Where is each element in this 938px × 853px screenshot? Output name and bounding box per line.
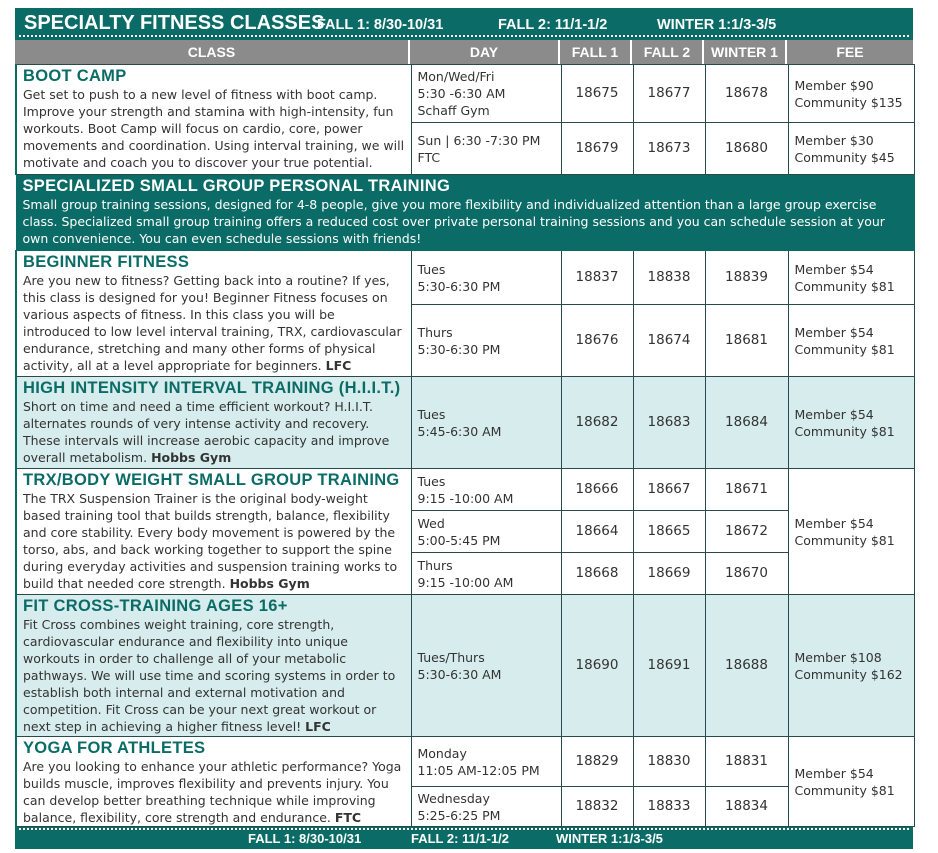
col-winter1: WINTER 1 [704,40,787,64]
winter1-code: 18671 [705,469,788,511]
day-cell: Monday 11:05 AM-12:05 PM [411,737,561,787]
col-class: CLASS [15,40,410,64]
day-cell: Sun | 6:30 -7:30 PM FTC [411,123,561,175]
day-cell: Tues 9:15 -10:00 AM [411,469,561,511]
class-info-trx [16,469,411,595]
fee-cell: Member $54 Community $81 [788,377,914,469]
class-info-bootcamp [16,65,411,175]
fall2-code: 18683 [633,377,705,469]
location: FTC [334,810,362,825]
fall1-code: 18837 [561,251,633,305]
fee-cell: Member $108 Community $162 [788,595,914,737]
section-title: SPECIALIZED SMALL GROUP PERSONAL TRAINING [22,177,451,195]
dotted-divider [19,35,909,37]
table-row [16,595,914,737]
fee-cell: Member $54 Community $81 [788,251,914,305]
class-title: YOGA FOR ATHLETES [23,739,206,757]
schedule-page [15,8,913,849]
winter-dates: WINTER 1:1/3-3/5 [657,17,777,33]
day-cell: Wed 5:00-5:45 PM [411,511,561,553]
fall1-code: 18829 [561,737,633,787]
class-title: FIT CROSS-TRAINING AGES 16+ [23,597,288,615]
winter1-code: 18678 [705,65,788,123]
class-title: TRX/BODY WEIGHT SMALL GROUP TRAINING [23,471,400,489]
dotted-divider [19,828,909,830]
location: Hobbs Gym [151,450,232,465]
table-row [16,469,914,511]
fee-cell: Member $54 Community $81 [788,737,914,827]
col-fall2: FALL 2 [632,40,704,64]
day-cell: Tues/Thurs 5:30-6:30 AM [411,595,561,737]
winter1-code: 18839 [705,251,788,305]
winter1-code: 18680 [705,123,788,175]
winter1-code: 18684 [705,377,788,469]
fall2-code: 18677 [633,65,705,123]
winter1-code: 18688 [705,595,788,737]
title-bar [15,8,913,40]
fall1-code: 18666 [561,469,633,511]
fee-cell: Member $54 Community $81 [788,469,914,595]
footer-bar [15,827,913,849]
class-description: Short on time and need a time efficient workout? H.I.I.T. alternates rounds of very intense activity and recovery. These intervals will increase aerobic capacity and improve overall metabolism. Hobbs Gym [23,399,390,465]
winter1-code: 18831 [705,737,788,787]
fee-cell: Member $54 Community $81 [788,305,914,377]
col-fall1: FALL 1 [560,40,632,64]
fall1-code: 18690 [561,595,633,737]
winter1-code: 18681 [705,305,788,377]
section-banner [16,175,914,251]
day-cell: Thurs 9:15 -10:00 AM [411,553,561,595]
class-description: Are you new to fitness? Getting back into a routine? If yes, this class is designed for you! Beginner Fitness focuses on various aspects of fitness. In this class you will be introduced to low level interval training, TRX, cardiovascular endurance, stretching and many other forms of physical activity, all at a level appropriate for beginners. LFC [23,273,402,373]
fall2-code: 18669 [633,553,705,595]
location: Hobbs Gym [229,576,310,591]
footer-winter-dates: WINTER 1:1/3-3/5 [556,831,663,846]
fee-cell: Member $30 Community $45 [788,123,914,175]
winter1-code: 18670 [705,553,788,595]
section-description: Small group training sessions, designed for 4-8 people, give you more flexibility and individualized attention than a large group exercise class. Specialized small group training offers a reduced cost over private personal training sessions and you can schedule session at your own convenience. You can even schedule sessions with friends! [22,197,885,246]
class-info-fitcross [16,595,411,737]
fall1-code: 18676 [561,305,633,377]
class-title: HIGH INTENSITY INTERVAL TRAINING (H.I.I.T.) [23,379,401,397]
day-cell: Thurs 5:30-6:30 PM [411,305,561,377]
small-group-banner [16,175,914,251]
fall1-code: 18679 [561,123,633,175]
fall1-code: 18832 [561,787,633,827]
fall2-code: 18665 [633,511,705,553]
fall2-code: 18691 [633,595,705,737]
day-cell: Tues 5:30-6:30 PM [411,251,561,305]
col-day: DAY [410,40,560,64]
fall2-code: 18830 [633,737,705,787]
table-row [16,251,914,305]
fall2-code: 18673 [633,123,705,175]
class-info-beginner [16,251,411,377]
location: LFC [305,719,331,734]
fall2-code: 18833 [633,787,705,827]
col-fee: FEE [836,44,864,60]
fall2-code: 18674 [633,305,705,377]
page-title: SPECIALTY FITNESS CLASSES [24,12,325,34]
class-title: BOOT CAMP [23,67,127,85]
class-description: Are you looking to enhance your athletic performance? Yoga builds muscle, improves flexibility and prevents injury. You can develop better breathing technique while improving balance, flexibility, core strength and endurance. FTC [23,759,402,825]
class-info-yoga [16,737,411,827]
winter1-code: 18834 [705,787,788,827]
fall1-dates: FALL 1: 8/30-10/31 [317,17,444,33]
fall2-code: 18667 [633,469,705,511]
fall1-code: 18668 [561,553,633,595]
fall2-code: 18838 [633,251,705,305]
fee-cell: Member $90 Community $135 [788,65,914,123]
day-cell: Wednesday 5:25-6:25 PM [411,787,561,827]
location: LFC [325,358,352,373]
class-info-hiit [16,377,411,469]
fall2-dates: FALL 2: 11/1-1/2 [498,17,608,33]
column-header-row [15,40,913,64]
class-description: Fit Cross combines weight training, core strength, cardiovascular endurance and flexibility into unique workouts in order to challenge all of your metabolic pathways. We will use time and scoring systems in order to establish both internal and external motivation and competition. Fit Cross can be your next great workout or next step in achieving a higher fitness level! LFC [23,617,396,734]
day-cell: Mon/Wed/Fri 5:30 -6:30 AM Schaff Gym [411,65,561,123]
class-table [15,64,915,827]
footer-fall2-dates: FALL 2: 11/1-1/2 [411,831,510,846]
fall1-code: 18675 [561,65,633,123]
winter1-code: 18672 [705,511,788,553]
footer-fall1-dates: FALL 1: 8/30-10/31 [248,831,362,846]
table-row [16,65,914,123]
class-title: BEGINNER FITNESS [23,253,190,271]
table-row [16,377,914,469]
class-description: Get set to push to a new level of fitness with boot camp. Improve your strength and stamina with high-intensity, fun workouts. Boot Camp will focus on cardio, core, power movements and coordination. Using interval training, we will motivate and coach you to discover your true potential. [23,87,405,170]
day-cell: Tues 5:45-6:30 AM [411,377,561,469]
fall1-code: 18682 [561,377,633,469]
fall1-code: 18664 [561,511,633,553]
class-description: The TRX Suspension Trainer is the original body-weight based training tool that builds strength, balance, flexibility and core stability. Every body movement is powered by the torso, abs, and back working together to support the spine during everyday activities and suspension training works to build that needed core strength. Hobbs Gym [23,491,398,591]
table-row [16,737,914,787]
